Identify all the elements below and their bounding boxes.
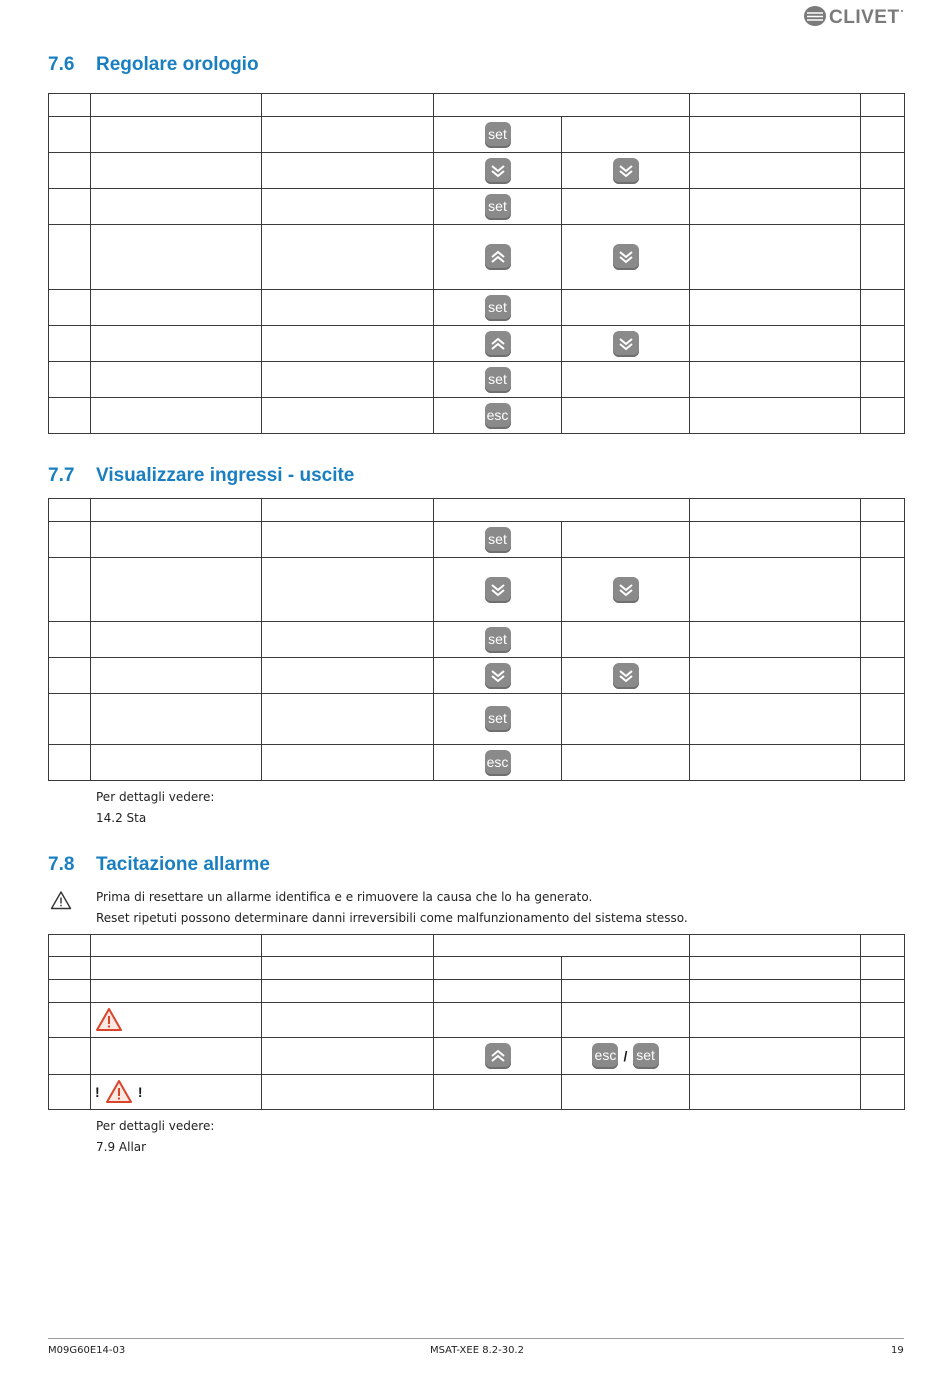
chevron-down-icon (613, 663, 639, 689)
chevron-up-icon (485, 244, 511, 270)
section-title-7-6: 7.6 Regolare orologio (48, 54, 259, 75)
model-range: MSAT-XEE 8.2-30.2 (430, 1345, 524, 1356)
exclamation-mark: ! (95, 1084, 100, 1100)
table-row (49, 694, 905, 745)
reference-note (96, 787, 214, 829)
table-row (49, 558, 905, 622)
set-key: set (485, 122, 511, 148)
slash-separator: / (623, 1048, 628, 1064)
alarm-warning-icon (95, 1007, 123, 1033)
table-row (49, 225, 905, 290)
set-key: set (633, 1043, 659, 1069)
table-row (49, 957, 905, 980)
alarm-warning-icon (105, 1079, 133, 1105)
table-row (49, 980, 905, 1003)
warning-text (96, 887, 688, 929)
warning-line: Prima di resettare un allarme identifica e e rimuovere la causa che lo ha generato. (96, 890, 593, 904)
page-number: 19 (891, 1345, 904, 1356)
table-row (49, 622, 905, 658)
table-row (49, 290, 905, 326)
chevron-down-icon (613, 158, 639, 184)
table-header-row (49, 935, 905, 957)
section-title-7-7: 7.7 Visualizzare ingressi - uscite (48, 465, 355, 486)
reference-label: Per dettagli vedere: (96, 790, 215, 804)
svg-text:CLIVET: CLIVET (829, 7, 900, 28)
table-row (49, 189, 905, 225)
clock-steps-table (48, 93, 905, 434)
reference-note (96, 1116, 214, 1158)
table-row (49, 1038, 905, 1075)
esc-key: esc (485, 403, 511, 429)
document-code: M09G60E14-03 (48, 1345, 126, 1356)
alarm-steps-table (48, 934, 905, 1110)
set-key: set (485, 295, 511, 321)
table-row (49, 117, 905, 153)
table-row (49, 745, 905, 781)
footer-divider (48, 1338, 904, 1339)
warning-icon (50, 890, 72, 910)
chevron-down-icon (613, 331, 639, 357)
table-row (49, 326, 905, 362)
chevron-down-icon (485, 663, 511, 689)
set-key: set (485, 627, 511, 653)
clivet-logo (803, 4, 905, 28)
table-row (49, 1003, 905, 1038)
esc-key: esc (592, 1043, 618, 1069)
io-steps-table (48, 498, 905, 781)
table-row (49, 522, 905, 558)
set-key: set (485, 367, 511, 393)
reference-label: Per dettagli vedere: (96, 1119, 215, 1133)
exclamation-mark: ! (137, 1084, 143, 1100)
chevron-up-icon (485, 331, 511, 357)
chevron-down-icon (613, 244, 639, 270)
chevron-down-icon (613, 577, 639, 603)
table-row (49, 362, 905, 398)
chevron-down-icon (485, 158, 511, 184)
table-header-row (49, 499, 905, 522)
reference-link[interactable]: 7.9 Allar (96, 1140, 147, 1154)
set-key: set (485, 194, 511, 220)
table-row (49, 1075, 905, 1110)
esc-key: esc (485, 750, 511, 776)
set-key: set (485, 527, 511, 553)
table-header-row (49, 94, 905, 117)
chevron-down-icon (485, 577, 511, 603)
section-title-7-8: 7.8 Tacitazione allarme (48, 854, 270, 875)
table-row (49, 658, 905, 694)
reference-link[interactable]: 14.2 Sta (96, 811, 147, 825)
warning-line: Reset ripetuti possono determinare danni irreversibili come malfunzionamento del sistema stesso. (96, 911, 688, 925)
chevron-up-icon (485, 1043, 511, 1069)
set-key: set (485, 706, 511, 732)
table-row (49, 398, 905, 434)
table-row (49, 153, 905, 189)
